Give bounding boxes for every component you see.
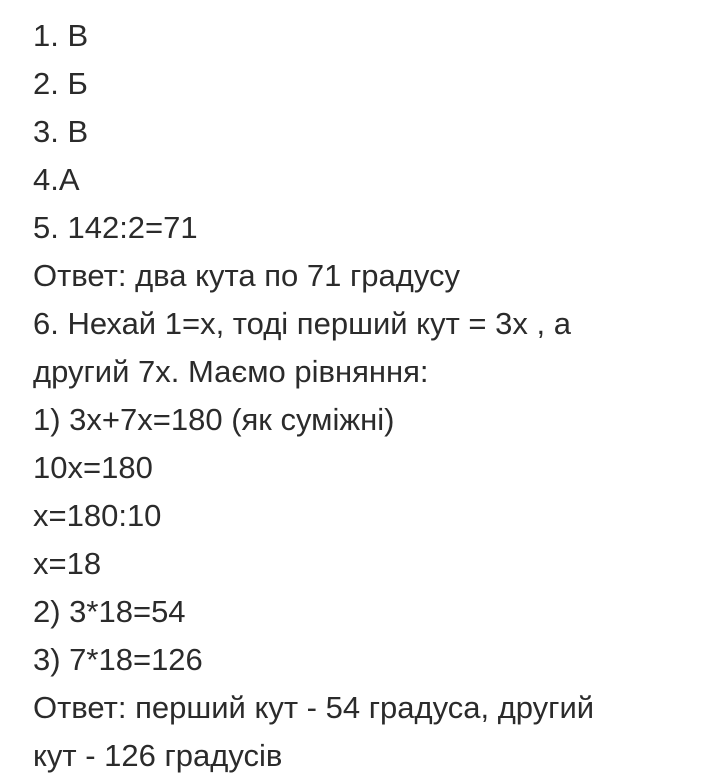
first-angle-calculation: 2) 3*18=54	[33, 594, 186, 629]
answer-5-calculation: 5. 142:2=71	[33, 210, 198, 245]
equation-step-1: 1) 3х+7х=180 (як суміжні)	[33, 402, 395, 437]
equation-step-2: 10х=180	[33, 450, 153, 485]
final-answer-line-2: кут - 126 градусів	[33, 738, 283, 773]
answer-6-intro: 6. Нехай 1=х, тоді перший кут = 3х , а	[33, 306, 571, 341]
answer-5-result: Ответ: два кута по 71 градусу	[33, 258, 461, 293]
answer-2-line: 2. Б	[33, 66, 88, 101]
answer-4-line: 4.А	[33, 162, 80, 197]
answer-6-equation-intro: другий 7х. Маємо рівняння:	[33, 354, 429, 389]
answer-1-line: 1. В	[33, 18, 89, 53]
final-answer-line-1: Ответ: перший кут - 54 градуса, другий	[33, 690, 595, 725]
equation-step-3: х=180:10	[33, 498, 162, 533]
equation-step-4: х=18	[33, 546, 102, 581]
answer-3-line: 3. В	[33, 114, 89, 149]
second-angle-calculation: 3) 7*18=126	[33, 642, 203, 677]
